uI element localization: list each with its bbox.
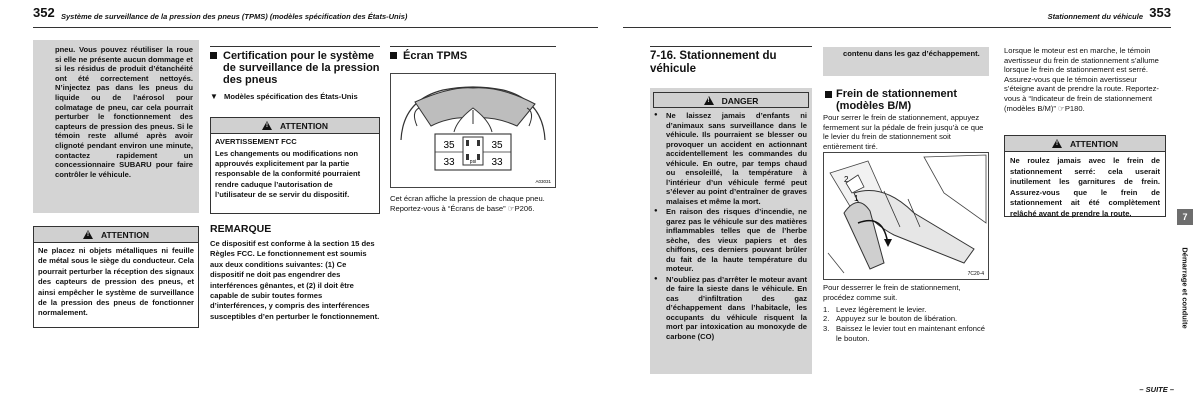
cert-heading: Certification pour le système de surveillance de la pression des pneus	[210, 50, 380, 86]
continued-text-block	[33, 40, 199, 213]
attention-header-1	[34, 227, 198, 243]
attention-text-3: Ne roulez jamais avec le frein de stationnement serré: cela userait inutilement les garnitures de frein. Assurez-vous que le frein de stationnement ait été complètement relâché avant de prendre la route.	[1010, 156, 1160, 218]
section-title-block	[650, 46, 812, 75]
attention-box-2	[210, 117, 380, 214]
warning-triangle-icon	[262, 121, 272, 130]
fig-label-1: 1	[854, 194, 859, 203]
frein-heading	[823, 88, 989, 112]
tpms-unit: psi	[469, 159, 477, 165]
parking-brake-figure	[823, 152, 989, 280]
section-title: 7-16. Stationnement du véhicule	[650, 50, 777, 75]
right-header-title: Stationnement du véhicule	[1047, 12, 1143, 21]
tpms-figure	[390, 73, 556, 188]
tpms-front-left: 35	[443, 140, 455, 151]
attention-header-2	[211, 118, 379, 134]
remarque-heading: REMARQUE	[210, 223, 272, 235]
attention-label-3: ATTENTION	[1069, 139, 1118, 149]
fig1-code: A03031	[535, 179, 551, 184]
attention-box-1	[33, 226, 199, 328]
left-header-title: Système de surveillance de la pression des pneus (TPMS) (modèles spécification des États-Unis)	[61, 12, 408, 21]
triangle-down-icon: ▼	[210, 92, 218, 101]
remarque-section	[210, 223, 380, 322]
attention-box-3	[1004, 135, 1166, 217]
tpms-rear-left: 33	[443, 157, 455, 168]
ecran-text-block	[390, 194, 558, 214]
left-page-header	[33, 4, 598, 28]
ecran-heading: Écran TPMS	[390, 50, 556, 62]
fig-label-2: 2	[844, 175, 849, 184]
ecran-text: Cet écran affiche la pression de chaque pneu. Reportez-vous à “Écrans de base”	[390, 194, 545, 213]
suite-label: – SUITE –	[1139, 385, 1174, 394]
square-bullet-icon	[210, 52, 217, 59]
continued-danger-block	[823, 47, 989, 76]
frein-intro: Pour serrer le frein de stationnement, appuyez fermement sur la pédale de frein jusqu’à ce que le levier du frein de stationnement soit entièrement tiré.	[823, 113, 984, 151]
attention-text-1: Ne placez ni objets métalliques ni feuille de métal sous le siège du conducteur. Cela pourrait perturber la réception des signaux des capteurs de pression des pneus, et ainsi empêcher le système de surveillance de la pression des pneus de fonctionner normalement.	[38, 246, 194, 318]
release-intro: Pour desserrer le frein de stationnement, procédez comme suit.	[823, 283, 961, 302]
tpms-display-illustration	[391, 74, 555, 187]
step-item: 2. Appuyez sur le bouton de libération.	[823, 314, 958, 324]
square-bullet-icon	[390, 52, 397, 59]
col3-text: Lorsque le moteur est en marche, le témoin avertisseur du frein de stationnement s’allume lorsque le frein de stationnement est serré. Assurez-vous que le témoin avertisseur s’éteigne avant de prendre la route. Reportez-vous à “Indicateur de frein de stationnement (modèles B/M)”	[1004, 46, 1159, 113]
chapter-tab[interactable]: 7	[1177, 209, 1193, 225]
warning-triangle-icon	[83, 230, 93, 239]
fcc-title: AVERTISSEMENT FCC	[215, 137, 297, 146]
fcc-text: Les changements ou modifications non approuvés explicitement par la partie responsable de la conformité pourraient rendre caduque l’autorisation de l’utilisateur de se servir du dispositif.	[215, 149, 361, 199]
left-page-number: 352	[33, 5, 55, 20]
fig2-code: 7C20-4	[967, 271, 984, 277]
square-bullet-icon	[825, 91, 832, 98]
remarque-text: Ce dispositif est conforme à la section 15 des Règles FCC. Le fonctionnement est soumis aux deux conditions suivantes: (1) Ce dispositif ne doit pas engendrer des interférences gênantes, et (2) il doit être capable de subir toutes formes d’interférences, y compris des interférences susceptibles d’en perturber le fonctionnement.	[210, 239, 380, 321]
right-page-number: 353	[1149, 5, 1171, 20]
danger-item: ● Ne laissez jamais d’enfants ni d’animaux sans surveillance dans le véhicule. Ils pourraient se blesser ou provoquer un accident en actionnant accidentellement les commandes du véhicule. En outre, par temps chaud ou ensoleillé, la température à l’intérieur d’un véhicule fermé peut s’élever au point d’entraîner de graves malaises et même la mort.	[654, 111, 807, 206]
danger-label: DANGER	[721, 96, 759, 106]
danger-box	[650, 88, 812, 374]
parking-brake-illustration	[824, 153, 988, 279]
danger-header	[653, 92, 809, 108]
ecran-ref[interactable]: ☞P206.	[507, 203, 535, 213]
frein-heading-text: Frein de stationnement (modèles B/M)	[836, 88, 958, 112]
danger-item: ● En raison des risques d’incendie, ne garez pas le véhicule sur des matières inflammables telles que de l’herbe sèche, des vieux papiers et des chiffons, ces derniers pouvant brûler du fait de la haute température du moteur.	[654, 207, 807, 274]
warning-triangle-icon	[1052, 139, 1062, 148]
continued-text: pneu. Vous pouvez réutiliser la roue si elle ne présente aucun dommage et si les résidus de produit d’étanchéité ont été correctement nettoyés. N’injectez pas dans les pneus du liquide ou de l’aérosol pour colmatage de pneu, car cela pourrait perturber le fonctionnement des capteurs de pression des pneus. Si le témoin reste allumé après avoir clignoté pendant environ une minute, contactez rapidement un concessionnaire SUBARU pour faire contrôler le véhicule.	[55, 45, 193, 179]
danger-list	[650, 108, 812, 341]
attention-header-3	[1005, 136, 1165, 152]
warning-triangle-icon	[704, 96, 714, 105]
tpms-rear-right: 33	[491, 157, 503, 168]
continued-danger-text: contenu dans les gaz d’échappement.	[843, 49, 980, 58]
col3-ref[interactable]: ☞P180.	[1058, 103, 1085, 113]
release-steps	[823, 305, 991, 344]
attention-label-1: ATTENTION	[100, 230, 149, 240]
attention-label-2: ATTENTION	[279, 121, 328, 131]
tpms-front-right: 35	[491, 140, 503, 151]
cert-section	[210, 46, 380, 102]
cert-sub: ▼ Modèles spécification des États-Unis	[210, 92, 358, 101]
chapter-title: Démarrage et conduite	[1180, 247, 1190, 329]
col3-text-block	[1004, 46, 1166, 113]
danger-item: ● N’oubliez pas d’arrêter le moteur avant de faire la sieste dans le véhicule. En cas d’infiltration des gaz d’échappement dans l’habitacle, les occupants du véhicule risquent la mort par intoxication au monoxyde de carbone (CO)	[654, 275, 807, 342]
ecran-section	[390, 46, 556, 62]
release-block	[823, 283, 991, 344]
step-item: 3. Baissez le levier tout en maintenant enfoncé le bouton.	[823, 324, 986, 343]
right-page-header	[623, 4, 1171, 28]
step-item: 1. Levez légèrement le levier.	[823, 304, 927, 314]
